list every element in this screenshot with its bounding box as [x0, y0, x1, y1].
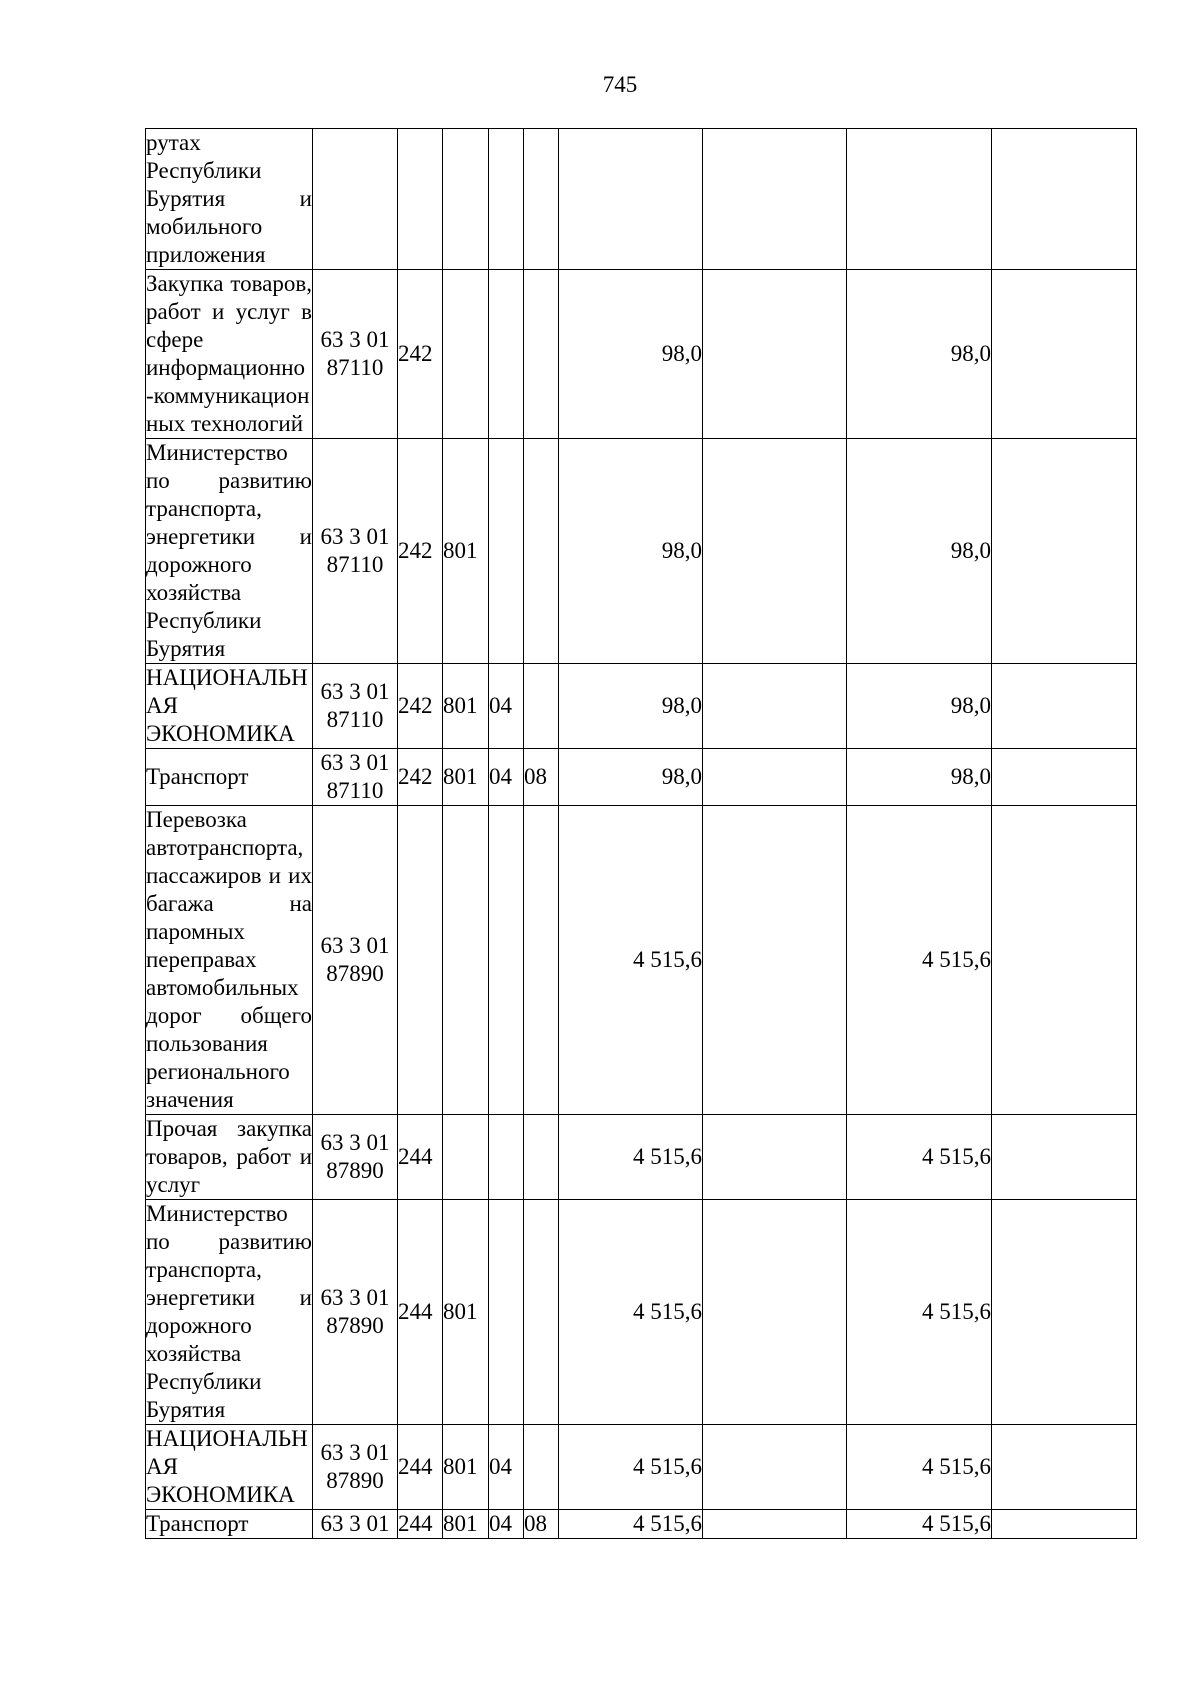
target-article-cell: 63 3 01 87110 [313, 270, 398, 439]
row-name-cell: Закупка товаров, работ и услуг в сфере информационно-коммуникационных технологий [146, 270, 313, 439]
row-name-cell: Министерство по развитию транспорта, энергетики и дорожного хозяйства Республики Бурятия [146, 439, 313, 664]
amount-cell: 4 515,6 [559, 1115, 703, 1200]
row-name-cell: Транспорт [146, 1510, 313, 1539]
row-name-cell: рутах Республики Бурятия и мобильного приложения [146, 129, 313, 270]
amount-cell [992, 664, 1137, 749]
expense-type-cell [398, 806, 443, 1115]
target-article-cell: 63 3 01 87110 [313, 664, 398, 749]
section-cell: 04 [489, 749, 524, 806]
page-number: 745 [602, 72, 638, 97]
target-article-cell: 63 3 01 [313, 1510, 398, 1539]
amount-cell [703, 1200, 847, 1425]
amount-cell [992, 129, 1137, 270]
section-cell [489, 129, 524, 270]
amount-cell [992, 806, 1137, 1115]
amount-cell: 98,0 [559, 439, 703, 664]
expense-type-cell: 244 [398, 1510, 443, 1539]
amount-cell [992, 1115, 1137, 1200]
amount-cell: 4 515,6 [559, 806, 703, 1115]
subsection-cell [524, 664, 559, 749]
amount-cell: 4 515,6 [559, 1200, 703, 1425]
section-cell [489, 439, 524, 664]
subsection-cell [524, 1425, 559, 1510]
amount-cell: 4 515,6 [847, 1115, 992, 1200]
target-article-cell: 63 3 01 87110 [313, 749, 398, 806]
amount-cell [703, 439, 847, 664]
target-article-cell: 63 3 01 87890 [313, 1200, 398, 1425]
expense-type-cell: 242 [398, 439, 443, 664]
amount-cell [992, 1200, 1137, 1425]
row-name-cell: Перевозка автотранспорта, пассажиров и их багажа на паромных переправах автомобильных дорог общего пользования регионального значения [146, 806, 313, 1115]
administrator-cell: 801 [443, 1510, 489, 1539]
administrator-cell: 801 [443, 1200, 489, 1425]
amount-cell: 98,0 [559, 749, 703, 806]
table-row [146, 1425, 1137, 1510]
table-row [146, 806, 1137, 1115]
subsection-cell: 08 [524, 1510, 559, 1539]
expense-type-cell: 242 [398, 270, 443, 439]
expense-type-cell: 244 [398, 1200, 443, 1425]
administrator-cell: 801 [443, 439, 489, 664]
table-row [146, 1510, 1137, 1539]
section-cell: 04 [489, 1425, 524, 1510]
row-name-cell: Прочая закупка товаров, работ и услуг [146, 1115, 313, 1200]
section-cell [489, 1115, 524, 1200]
administrator-cell [443, 1115, 489, 1200]
amount-cell [703, 1115, 847, 1200]
amount-cell [992, 1425, 1137, 1510]
target-article-cell: 63 3 01 87890 [313, 1425, 398, 1510]
table-row [146, 1115, 1137, 1200]
amount-cell: 4 515,6 [847, 806, 992, 1115]
section-cell [489, 1200, 524, 1425]
amount-cell [992, 270, 1137, 439]
amount-cell: 4 515,6 [847, 1425, 992, 1510]
amount-cell: 4 515,6 [847, 1200, 992, 1425]
section-cell: 04 [489, 1510, 524, 1539]
subsection-cell [524, 806, 559, 1115]
amount-cell [703, 129, 847, 270]
section-cell [489, 270, 524, 439]
expense-type-cell: 244 [398, 1425, 443, 1510]
amount-cell [703, 749, 847, 806]
administrator-cell: 801 [443, 664, 489, 749]
amount-cell [992, 1510, 1137, 1539]
amount-cell: 98,0 [847, 749, 992, 806]
table-row [146, 664, 1137, 749]
amount-cell [847, 129, 992, 270]
administrator-cell: 801 [443, 1425, 489, 1510]
table-row [146, 439, 1137, 664]
amount-cell: 98,0 [559, 664, 703, 749]
subsection-cell [524, 1115, 559, 1200]
budget-table [145, 128, 1137, 1539]
row-name-cell: НАЦИОНАЛЬНАЯ ЭКОНОМИКА [146, 1425, 313, 1510]
row-name-cell: Министерство по развитию транспорта, энергетики и дорожного хозяйства Республики Бурятия [146, 1200, 313, 1425]
expense-type-cell: 244 [398, 1115, 443, 1200]
administrator-cell [443, 806, 489, 1115]
target-article-cell: 63 3 01 87890 [313, 1115, 398, 1200]
expense-type-cell: 242 [398, 749, 443, 806]
subsection-cell [524, 270, 559, 439]
administrator-cell: 801 [443, 749, 489, 806]
amount-cell [992, 439, 1137, 664]
amount-cell [703, 270, 847, 439]
table-row [146, 1200, 1137, 1425]
section-cell [489, 806, 524, 1115]
amount-cell [559, 129, 703, 270]
amount-cell: 98,0 [847, 439, 992, 664]
target-article-cell: 63 3 01 87110 [313, 439, 398, 664]
row-name-cell: Транспорт [146, 749, 313, 806]
administrator-cell [443, 270, 489, 439]
amount-cell [992, 749, 1137, 806]
expense-type-cell [398, 129, 443, 270]
row-name-cell: НАЦИОНАЛЬНАЯ ЭКОНОМИКА [146, 664, 313, 749]
subsection-cell [524, 129, 559, 270]
target-article-cell [313, 129, 398, 270]
subsection-cell: 08 [524, 749, 559, 806]
amount-cell: 98,0 [847, 664, 992, 749]
amount-cell: 4 515,6 [559, 1425, 703, 1510]
amount-cell: 98,0 [847, 270, 992, 439]
amount-cell [703, 664, 847, 749]
table-row [146, 749, 1137, 806]
table-row [146, 129, 1137, 270]
amount-cell: 98,0 [559, 270, 703, 439]
amount-cell [703, 1510, 847, 1539]
subsection-cell [524, 439, 559, 664]
table-row [146, 270, 1137, 439]
target-article-cell: 63 3 01 87890 [313, 806, 398, 1115]
section-cell: 04 [489, 664, 524, 749]
amount-cell: 4 515,6 [559, 1510, 703, 1539]
administrator-cell [443, 129, 489, 270]
amount-cell [703, 806, 847, 1115]
amount-cell: 4 515,6 [847, 1510, 992, 1539]
subsection-cell [524, 1200, 559, 1425]
amount-cell [703, 1425, 847, 1510]
expense-type-cell: 242 [398, 664, 443, 749]
